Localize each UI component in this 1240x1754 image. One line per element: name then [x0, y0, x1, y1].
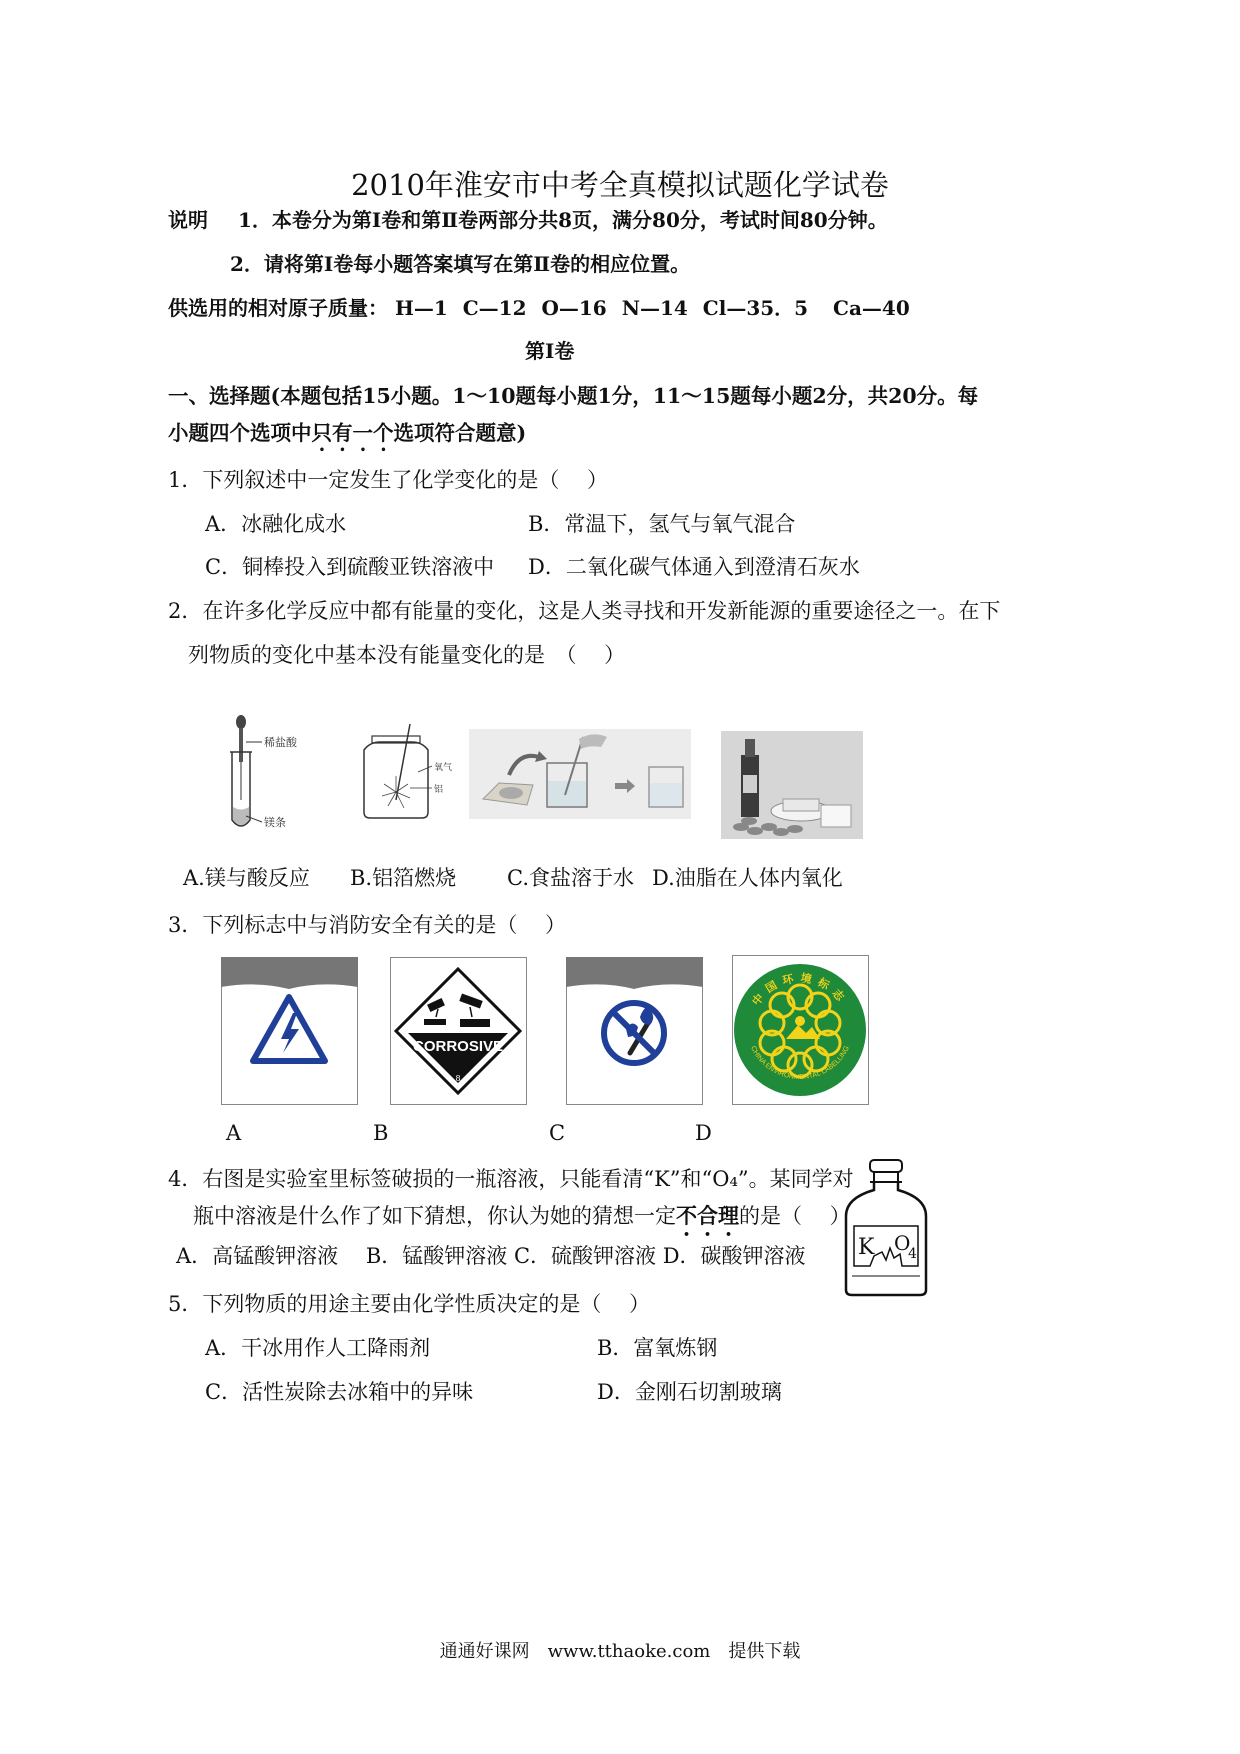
q5-option-a: A．干冰用作人工降雨剂 [205, 1336, 431, 1360]
q2-stem-line-1: 2．在许多化学反应中都有能量的变化，这是人类寻找和开发新能源的重要途径之一。在下 [168, 599, 1001, 623]
q2-option-c: C.食盐溶于水 [507, 866, 634, 890]
corrosive-class: 8 [455, 1074, 461, 1083]
atomic-mass-ca: Ca—40 [833, 296, 910, 320]
q4-stem-line-2 [193, 1200, 851, 1241]
fig-label-acid: 稀盐酸 [264, 736, 297, 749]
q2-option-a: A.镁与酸反应 [183, 866, 310, 890]
q5-stem: 5．下列物质的用途主要由化学性质决定的是（ ） [168, 1292, 651, 1316]
bottle-label-k: K [858, 1235, 875, 1260]
q4-stem-emphasis: 不合理 [676, 1203, 739, 1228]
bottle-label-sub: 4 [908, 1246, 917, 1262]
q4-stem-post: 的是（ ） [739, 1204, 851, 1228]
notes-line-1: 1．本卷分为第Ⅰ卷和第Ⅱ卷两部分共8页，满分80分，考试时间80分钟。 [238, 208, 888, 232]
oil-food-figure [721, 731, 863, 839]
q4-stem-pre: 瓶中溶液是什么作了如下猜想，你认为她的猜想一定 [193, 1204, 676, 1228]
q3-option-d: D [695, 1121, 712, 1145]
notes-label: 说明 [168, 208, 208, 232]
volume-title: 第Ⅰ卷 [525, 339, 575, 363]
q1-option-b: B．常温下，氢气与氧气混合 [528, 512, 796, 536]
q5-option-d: D．金刚石切割玻璃 [597, 1380, 782, 1404]
q3-option-b: B [373, 1121, 389, 1145]
page-title: 2010年淮安市中考全真模拟试题化学试卷 [351, 168, 889, 202]
section-heading-emphasis: 只有一个 [311, 421, 394, 445]
q1-option-c: C．铜棒投入到硫酸亚铁溶液中 [205, 555, 495, 579]
salt-dissolving-figure [469, 729, 691, 819]
test-tube-figure [222, 712, 312, 840]
fig-label-mg: 镁条 [264, 816, 286, 829]
reagent-bottle-figure [840, 1158, 930, 1298]
eco-label-top-text: 中国环境标志 [749, 971, 851, 1009]
atomic-mass-o: O—16 [541, 296, 607, 320]
q5-option-c: C．活性炭除去冰箱中的异味 [205, 1380, 474, 1404]
fig-label-gas: 氧气 [434, 763, 453, 773]
corrosive-sign [390, 957, 527, 1105]
atomic-masses [168, 292, 910, 321]
atomic-mass-c: C—12 [462, 296, 527, 320]
section-heading-post: 选项符合题意) [393, 421, 527, 445]
corrosive-text: CORROSIVE [412, 1038, 504, 1055]
jar-figure [352, 722, 462, 822]
q2-option-b: B.铝箔燃烧 [350, 866, 457, 890]
fig-label-al: 铝 [434, 785, 444, 795]
q1-stem: 1．下列叙述中一定发生了化学变化的是（ ） [168, 468, 609, 492]
notes-line-2: 2．请将第Ⅰ卷每小题答案填写在第Ⅱ卷的相应位置。 [230, 252, 691, 276]
q1-option-d: D．二氧化碳气体通入到澄清石灰水 [528, 555, 860, 579]
q4-options: A．高锰酸钾溶液 B．锰酸钾溶液 C．硫酸钾溶液 D．碳酸钾溶液 [176, 1244, 806, 1268]
atomic-mass-n: N—14 [621, 296, 688, 320]
q5-option-b: B．富氧炼钢 [597, 1336, 718, 1360]
bottle-label-o: O [894, 1231, 911, 1255]
q3-option-c: C [549, 1121, 566, 1145]
q2-stem-line-2: 列物质的变化中基本没有能量变化的是 （ ） [188, 643, 626, 667]
q1-option-a: A．冰融化成水 [205, 512, 347, 536]
q4-stem-line-1: 4．右图是实验室里标签破损的一瓶溶液，只能看清“K”和“O₄”。某同学对 [168, 1167, 854, 1191]
environmental-label-sign [732, 955, 869, 1105]
eco-label-bottom-text: CHINA ENVIRONMENTAL LABELLING [749, 1045, 851, 1082]
q3-stem: 3．下列标志中与消防安全有关的是（ ） [168, 913, 567, 937]
atomic-mass-cl: Cl—35．5 [702, 296, 809, 320]
section-heading-pre: 小题四个选项中 [168, 421, 312, 445]
section-heading-line-1: 一、选择题(本题包括15小题。1～10题每小题1分，11～15题每小题2分，共20分。每 [168, 384, 979, 408]
footer-text: 通通好课网 www.tthaoke.com 提供下载 [439, 1641, 801, 1662]
no-fire-sign [566, 957, 703, 1105]
section-heading-line-2 [168, 416, 526, 456]
high-voltage-sign [221, 957, 358, 1105]
atomic-mass-h: H—1 [394, 296, 448, 320]
q2-option-d: D.油脂在人体内氧化 [652, 866, 843, 890]
atomic-masses-label: 供选用的相对原子质量： [168, 296, 388, 320]
q3-option-a: A [226, 1121, 242, 1145]
